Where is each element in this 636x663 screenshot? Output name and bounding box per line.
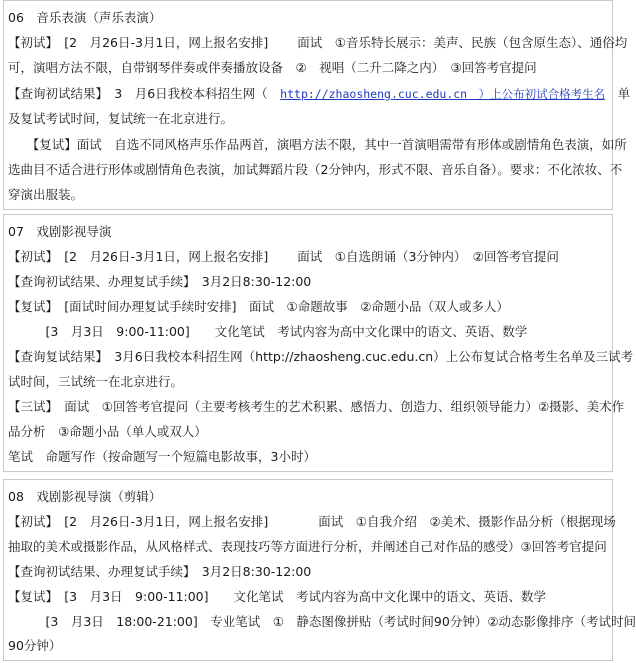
admissions-site-link[interactable]: http://zhaosheng.cuc.edu.cn ）上公布初试合格考生名 [280, 87, 606, 101]
text-line: [3 月3日 18:00-21:00] 专业笔试 ① 静态图像拼贴（考试时间90分钟）②动态影像排序（考试时间 [8, 614, 636, 629]
text-line: 【初试】 [2 月26日-3月1日，网上报名安排] 面试 ①自选朗诵（3分钟内） ②回答考官提问 [8, 249, 559, 264]
section-title: 07 戏剧影视导演 [8, 224, 112, 239]
text-line: 抽取的美术或摄影作品，从风格样式、表现技巧等方面进行分析，并阐述自己对作品的感受）③回答考官提问 [8, 539, 607, 554]
text-line: 【查询初试结果、办理复试手续】 3月2日8:30-12:00 [8, 274, 312, 289]
text-line: 【复试】 [面试时间办理复试手续时安排] 面试 ①命题故事 ②命题小品（双人或多人） [8, 299, 509, 314]
section-music-performance [3, 0, 631, 210]
text-line: 【查询复试结果】 3月6日我校本科招生网（http://zhaosheng.cuc.edu.cn）上公布复试合格考生名单及三试考 [8, 349, 634, 364]
text-line: 【初试】 [2 月26日-3月1日，网上报名安排] 面试 ①自我介绍 ②美术、摄影作品分析（根据现场 [8, 514, 616, 529]
text-line: 及复试考试时间，复试统一在北京进行。 [8, 111, 234, 126]
text-line: 【查询初试结果、办理复试手续】 3月2日8:30-12:00 [8, 564, 312, 579]
text-line: 【三试】 面试 ①回答考官提问（主要考核考生的艺术积累、感悟力、创造力、组织领导能力）②摄影、美术作 [8, 399, 625, 414]
text-line: 选曲目不适合进行形体或剧情角色表演，加试舞蹈片段（2分钟内，形式不限、音乐自备）。要求：不化浓妆、不 [8, 162, 623, 177]
text-line: [3 月3日 9:00-11:00] 文化笔试 考试内容为高中文化课中的语文、英语、数学 [8, 324, 528, 339]
section-editing-directing [3, 479, 636, 661]
text-segment: 【查询初试结果】 3 月6日我校本科招生网（ [8, 86, 281, 101]
text-line: 【初试】 [2 月26日-3月1日，网上报名安排] 面试 ①音乐特长展示：美声、民族（包含原生态）、通俗均 [8, 35, 628, 50]
text-line: 品分析 ③命题小品（单人或双人） [8, 424, 207, 439]
text-line: 穿演出服装。 [8, 187, 84, 202]
section-title: 08 戏剧影视导演（剪辑） [8, 489, 162, 504]
text-line: 【复试】 [3 月3日 9:00-11:00] 文化笔试 考试内容为高中文化课中的语文、英语、数学 [8, 589, 547, 604]
text-line-with-link [8, 85, 631, 103]
text-segment: 单 [605, 86, 631, 101]
text-line: 试时间，三试统一在北京进行。 [8, 374, 184, 389]
text-line: 【复试】面试 自选不同风格声乐作品两首，演唱方法不限，其中一首演唱需带有形体或剧情角色表演，如所 [8, 137, 627, 152]
text-line: 可，演唱方法不限，自带钢琴伴奏或伴奏播放设备 ② 视唱（二升二降之内） ③回答考官提问 [8, 60, 537, 75]
text-line: 笔试 命题写作（按命题写一个短篇电影故事，3小时） [8, 449, 316, 464]
section-drama-film-directing [3, 214, 634, 472]
text-line: 90分钟） [8, 638, 62, 653]
section-title: 06 音乐表演（声乐表演） [8, 10, 162, 25]
